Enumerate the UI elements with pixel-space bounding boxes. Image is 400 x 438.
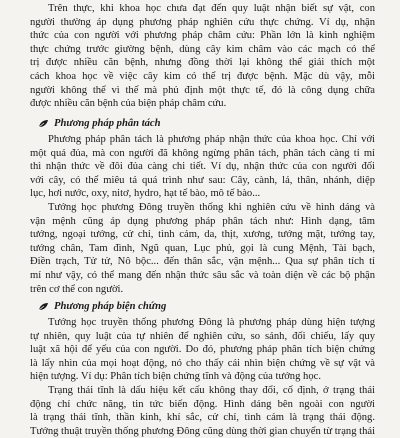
text-line: thức của con người với phương pháp châm cứu: Phần lớn là kinh nghiệm xyxy=(30,30,375,42)
paragraph-physiognomy xyxy=(30,201,375,296)
text-line: người thường áp dụng phương pháp nghiên cứu thực chứng. Ví dụ, nhận xyxy=(30,16,375,28)
section-heading-analysis xyxy=(38,117,161,131)
text-line: trị được nhiều căn bệnh, nhưng đồng thời lại không thể giải thích một xyxy=(30,57,375,69)
text-line: một quả đủa, mà con người đã không ngừng phân tách, phân tách càng tỉ mỉ xyxy=(30,147,375,159)
text-line: mỉ như vậy, có thể mang đến nhận thức sâu sắc và toàn diện về các bộ phận xyxy=(30,269,375,281)
text-line: Tướng học phương Đông truyền thống khi nghiên cứu về hình dáng và xyxy=(48,202,375,213)
section-heading-text: Phương pháp biện chứng xyxy=(54,301,167,312)
text-line: vận mệnh cũng áp dụng phương pháp phân tách như: Hình dạng, tâm xyxy=(30,215,375,227)
text-line: hiện tượng. Ví dụ: Phân tích biện chứng tĩnh và động của tướng học. xyxy=(30,371,321,383)
text-line: được nhiều căn bệnh của biện pháp châm cứu. xyxy=(30,98,227,110)
text-line: Tướng học truyền thống phương Đông là phương pháp dùng hiện tượng xyxy=(48,317,375,328)
text-line: Trên thực, khi khoa học chưa đạt đến quy luật nhận biết sự vật, con xyxy=(48,3,375,14)
text-line: tướng chân, Tam đình, Ngũ quan, Lục phủ, gọi là cung Mệnh, Tài bạch, xyxy=(30,242,375,254)
text-line: tự nhiên, quy luật của tự nhiên để nghiên cứu, so sánh, đối chiếu, lấy quy xyxy=(30,330,375,342)
text-line: thực chứng trước giường bệnh, dùng cây kim châm vào các mạch có thể xyxy=(30,43,375,55)
leaf-icon xyxy=(38,302,49,311)
paragraph-dialectic xyxy=(30,316,375,384)
paragraph-intro xyxy=(30,2,375,111)
text-line: cách khoa học về việc cây kim có thể trị được bệnh. Mặc dù vậy, mỗi xyxy=(30,70,375,82)
section-heading-dialectic xyxy=(38,300,166,314)
text-line: Phương pháp phân tách là phương pháp nhận thức của khoa học. Chỉ với xyxy=(48,134,375,145)
text-line: là lấy nhìn của mọi hoạt động, nó cho thấy cái nhìn biện chứng về sự vật và xyxy=(30,357,375,369)
text-line: Tướng thuật truyền thống phương Đông cũng dùng thời gian chuyển từ trạng thái xyxy=(30,425,376,437)
section-heading-text: Phương pháp phân tách xyxy=(54,118,161,129)
leaf-icon xyxy=(38,119,49,128)
text-line: Điền trạch, Tử tử, Nô bộc... đến thân sắc, vận mệnh... Qua sự phân tích tỉ xyxy=(30,256,375,268)
paragraph-static-dynamic xyxy=(30,384,375,438)
text-line: tướng, ngoại tướng, cử chỉ, tình cảm, da, thịt, xương, tướng mặt, tướng tay, xyxy=(30,229,375,241)
text-line: thì nhận thức về đôi đủa càng chi tiết. Ví dụ, nhận thức của con người đối xyxy=(30,161,375,173)
text-line: lục, hơi nước, oxy, nitơ, hydro, hạt tế bào, mô tế bào... xyxy=(30,188,261,200)
text-line: động chỉ chức năng, tin tức biến động. Hình dáng bên ngoài con người xyxy=(30,398,375,410)
text-line: là trạng thái tĩnh, thần kinh, khí sắc, cử chỉ, tình cảm là trạng thái động. xyxy=(30,412,375,424)
text-line: người không thể vì thế mà phủ định một thực tế, đó là công dụng chữa xyxy=(30,84,375,96)
text-line: luật xã hội để yếu của con người. Do đó, phương pháp phân tích biện chứng xyxy=(30,344,375,356)
paragraph-analysis xyxy=(30,133,375,201)
text-line: với cây, có thể miêu tả quá trình như sau: Cây, cành, lá, thân, nhánh, diệp xyxy=(30,174,375,186)
text-line: Trạng thái tĩnh là dấu hiệu kết cấu không thay đổi, cố định, ở trạng thái xyxy=(48,385,375,396)
text-line: trên cơ thể con người. xyxy=(30,283,124,295)
